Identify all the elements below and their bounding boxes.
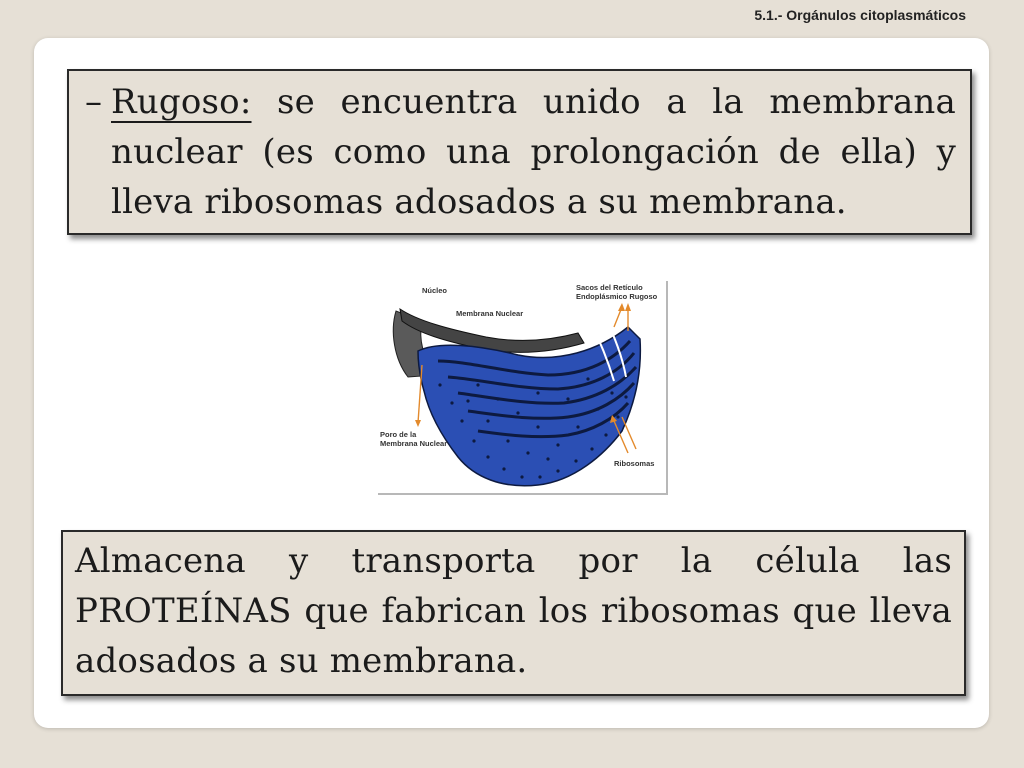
definition-box	[67, 69, 972, 235]
slide-section-title: 5.1.- Orgánulos citoplasmáticos	[754, 7, 966, 23]
label-poro	[380, 430, 447, 448]
label-poro-line1: Poro de la	[380, 430, 417, 439]
definition-body: se encuentra unido a la membrana nuclear (es como una prolongación de ella) y lleva ribosomas adosados a su membrana.	[111, 82, 956, 222]
function-box	[61, 530, 966, 696]
label-sacos-line1: Sacos del Retículo	[576, 283, 643, 292]
label-sacos-line2: Endoplásmico Rugoso	[576, 292, 658, 301]
rough-er-diagram	[378, 281, 668, 495]
label-ribosomas: Ribosomas	[614, 459, 655, 468]
definition-text	[111, 77, 956, 227]
label-membrana-nuclear: Membrana Nuclear	[456, 309, 524, 318]
bullet-dash: –	[85, 82, 102, 122]
label-sacos	[576, 283, 657, 301]
bullet-item	[85, 77, 956, 227]
label-poro-line2: Membrana Nuclear	[380, 439, 448, 448]
term-rugoso: Rugoso:	[111, 82, 252, 122]
label-nucleo: Núcleo	[422, 286, 448, 295]
function-text: Almacena y transporta por la célula las PROTEÍNAS que fabrican los ribosomas que lleva adosados a su membrana.	[75, 541, 952, 681]
